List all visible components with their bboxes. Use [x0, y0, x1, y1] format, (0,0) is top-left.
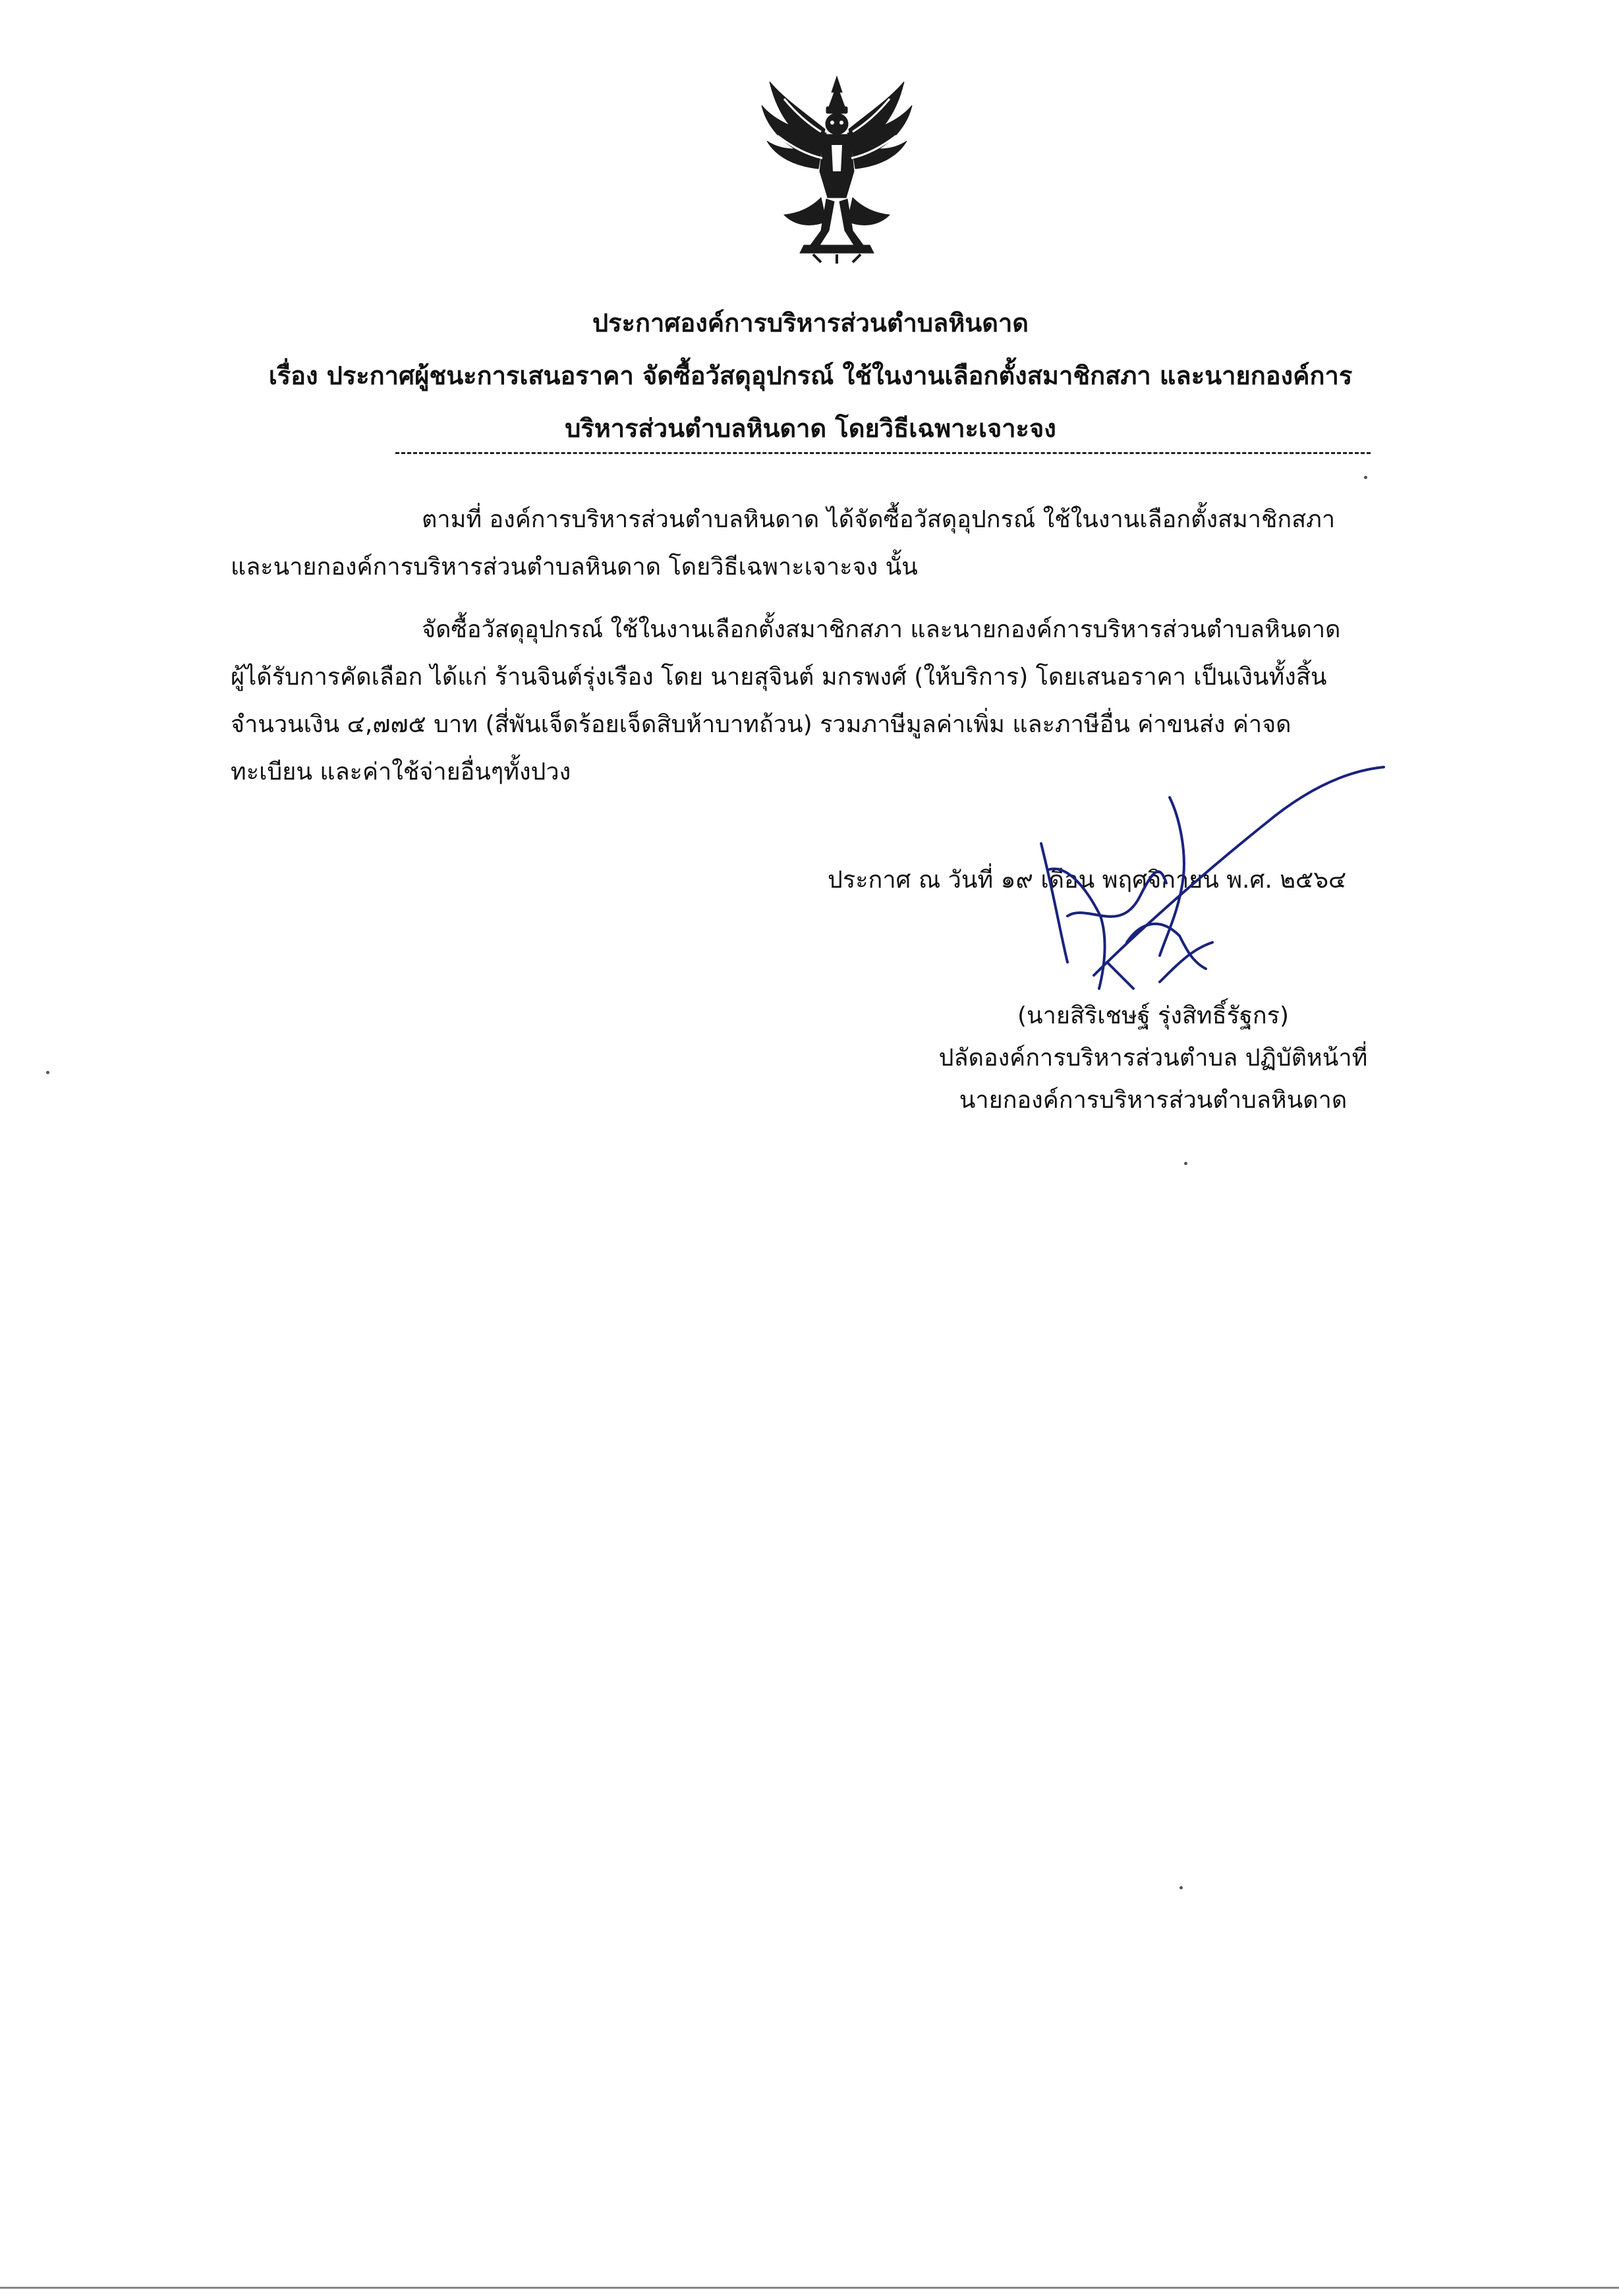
scan-speck [1364, 476, 1367, 479]
garuda-emblem-icon [758, 72, 916, 264]
scan-speck [1184, 1162, 1187, 1165]
announcement-subject: เรื่อง ประกาศผู้ชนะการเสนอราคา จัดซื้อวัสดุอุปกรณ์ ใช้ในงานเลือกตั้งสมาชิกสภา และนายกองค์การ [268, 361, 1353, 390]
scan-speck [1179, 1886, 1183, 1889]
paragraph-line: จัดซื้อวัสดุอุปกรณ์ ใช้ในงานเลือกตั้งสมาชิกสภา และนายกองค์การบริหารส่วนตำบลหินดาด [422, 616, 1341, 643]
scan-speck [46, 1071, 49, 1074]
paragraph-line: ผู้ได้รับการคัดเลือก ได้แก่ ร้านจินต์รุ่งเรือง โดย นายสุจินต์ มกรพงศ์ (ให้บริการ) โดยเสนอราคา เป็นเงินทั้งสิ้น [231, 664, 1327, 691]
announcement-header [198, 297, 1423, 455]
paragraph-line: ตามที่ องค์การบริหารส่วนตำบลหินดาด ได้จัดซื้อวัสดุอุปกรณ์ ใช้ในงานเลือกตั้งสมาชิกสภา [422, 506, 1336, 533]
paragraph-line: ทะเบียน และค่าใช้จ่ายอื่นๆทั้งปวง [231, 759, 571, 786]
announcement-subject-cont: บริหารส่วนตำบลหินดาด โดยวิธีเฉพาะเจาะจง [565, 414, 1056, 443]
paragraph-line: จำนวนเงิน ๔,๗๗๕ บาท (สี่พันเจ็ดร้อยเจ็ดสิบห้าบาทถ้วน) รวมภาษีมูลค่าเพิ่ม และภาษีอื่น ค่าขนส่ง ค่าจด [231, 711, 1292, 738]
announcement-title: ประกาศองค์การบริหารส่วนตำบลหินดาด [592, 308, 1029, 337]
page-bottom-edge [0, 2287, 1619, 2289]
signature-block [857, 995, 1450, 1122]
paragraph-line: และนายกองค์การบริหารส่วนตำบลหินดาด โดยวิธีเฉพาะเจาะจง นั้น [231, 554, 918, 581]
header-divider [395, 452, 1371, 454]
handwritten-signature [1028, 764, 1397, 1021]
signatory-position: นายกองค์การบริหารส่วนตำบลหินดาด [959, 1087, 1348, 1114]
body-paragraph-1 [231, 496, 1469, 591]
signatory-position: ปลัดองค์การบริหารส่วนตำบล ปฏิบัติหน้าที่ [938, 1045, 1368, 1072]
announcement-date: ประกาศ ณ วันที่ ๑๙ เดือน พฤศจิกายน พ.ศ. ๒๕๖๔ [828, 867, 1347, 894]
signatory-name: (นายสิริเชษฐ์ รุ่งสิทธิ์รัฐกร) [1017, 1002, 1289, 1029]
